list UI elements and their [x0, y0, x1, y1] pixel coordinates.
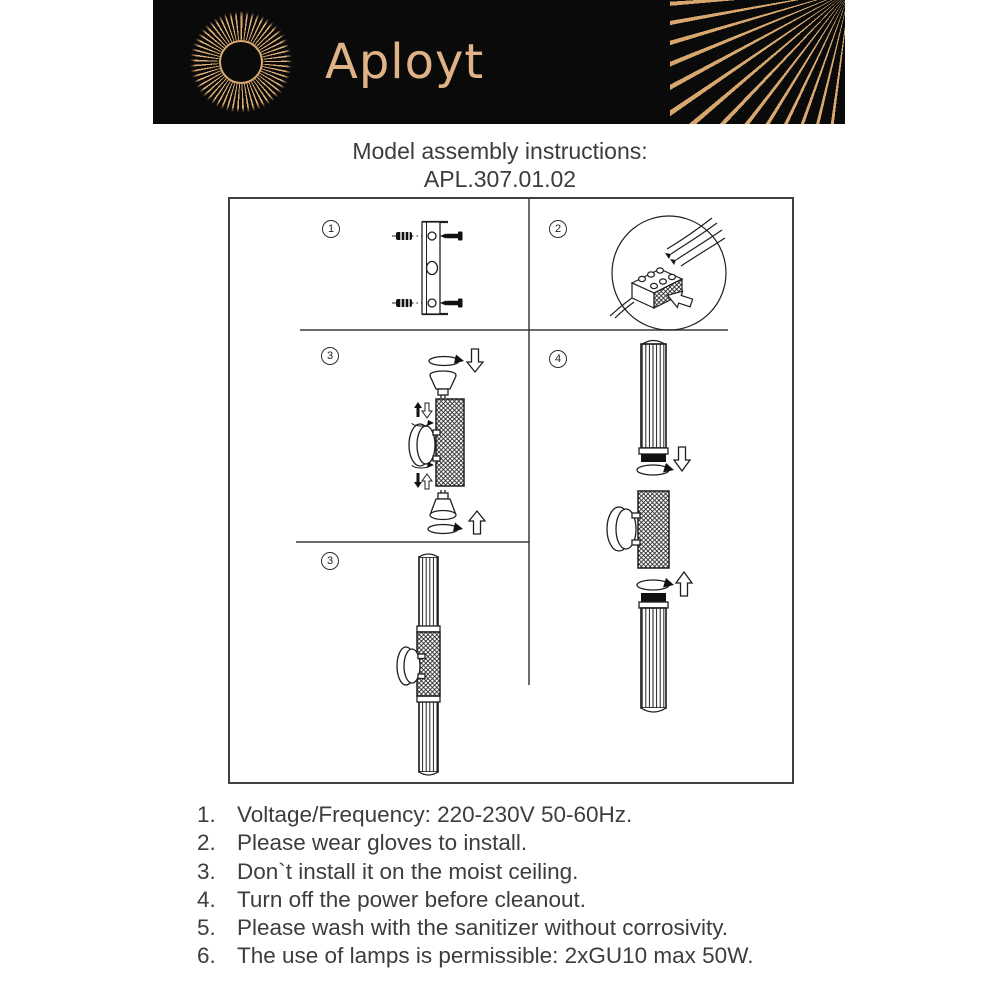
list-item	[197, 942, 977, 970]
brand-banner	[153, 0, 845, 124]
step-badge-4: 4	[549, 350, 567, 368]
list-item	[197, 886, 977, 914]
panel-2-wiring	[610, 216, 726, 330]
assembly-diagram-art	[230, 199, 792, 782]
list-item-number: 3.	[197, 858, 216, 884]
panel-4-diffusers	[607, 341, 692, 713]
panel-3b-assembled-lamp	[397, 554, 440, 775]
list-item-number: 4.	[197, 886, 216, 912]
list-item	[197, 914, 977, 942]
list-item	[197, 829, 977, 857]
step-badge-3: 3	[321, 347, 339, 365]
list-item-text: Turn off the power before cleanout.	[237, 886, 586, 912]
list-item-text: Please wear gloves to install.	[237, 830, 528, 856]
step-badge-2: 2	[549, 220, 567, 238]
list-item-text: The use of lamps is permissible: 2xGU10 max 50W.	[237, 943, 754, 969]
list-item-number: 1.	[197, 802, 216, 827]
panel-3-exploded-body	[409, 349, 485, 534]
corner-rays-decoration-icon	[670, 0, 845, 124]
model-number: APL.307.01.02	[423, 166, 577, 192]
page-title: Model assembly instructions:	[352, 138, 648, 164]
list-item-text: Please wash with the sanitizer without corrosivity.	[237, 915, 729, 941]
step-badge-5: 3	[321, 552, 339, 570]
list-item-number: 2.	[197, 830, 216, 856]
list-item-text: Voltage/Frequency: 220-230V 50-60Hz.	[237, 802, 633, 827]
instruction-list	[197, 801, 977, 971]
sunburst-ring-icon	[219, 40, 263, 84]
assembly-diagram	[228, 197, 794, 784]
step-badge-1: 1	[322, 220, 340, 238]
panel-1-bracket	[392, 222, 463, 314]
list-item	[197, 801, 977, 829]
list-item	[197, 858, 977, 886]
brand-name: Aployt	[325, 34, 485, 90]
list-item-number: 6.	[197, 943, 216, 969]
list-item-number: 5.	[197, 915, 216, 941]
list-item-text: Don`t install it on the moist ceiling.	[237, 858, 579, 884]
